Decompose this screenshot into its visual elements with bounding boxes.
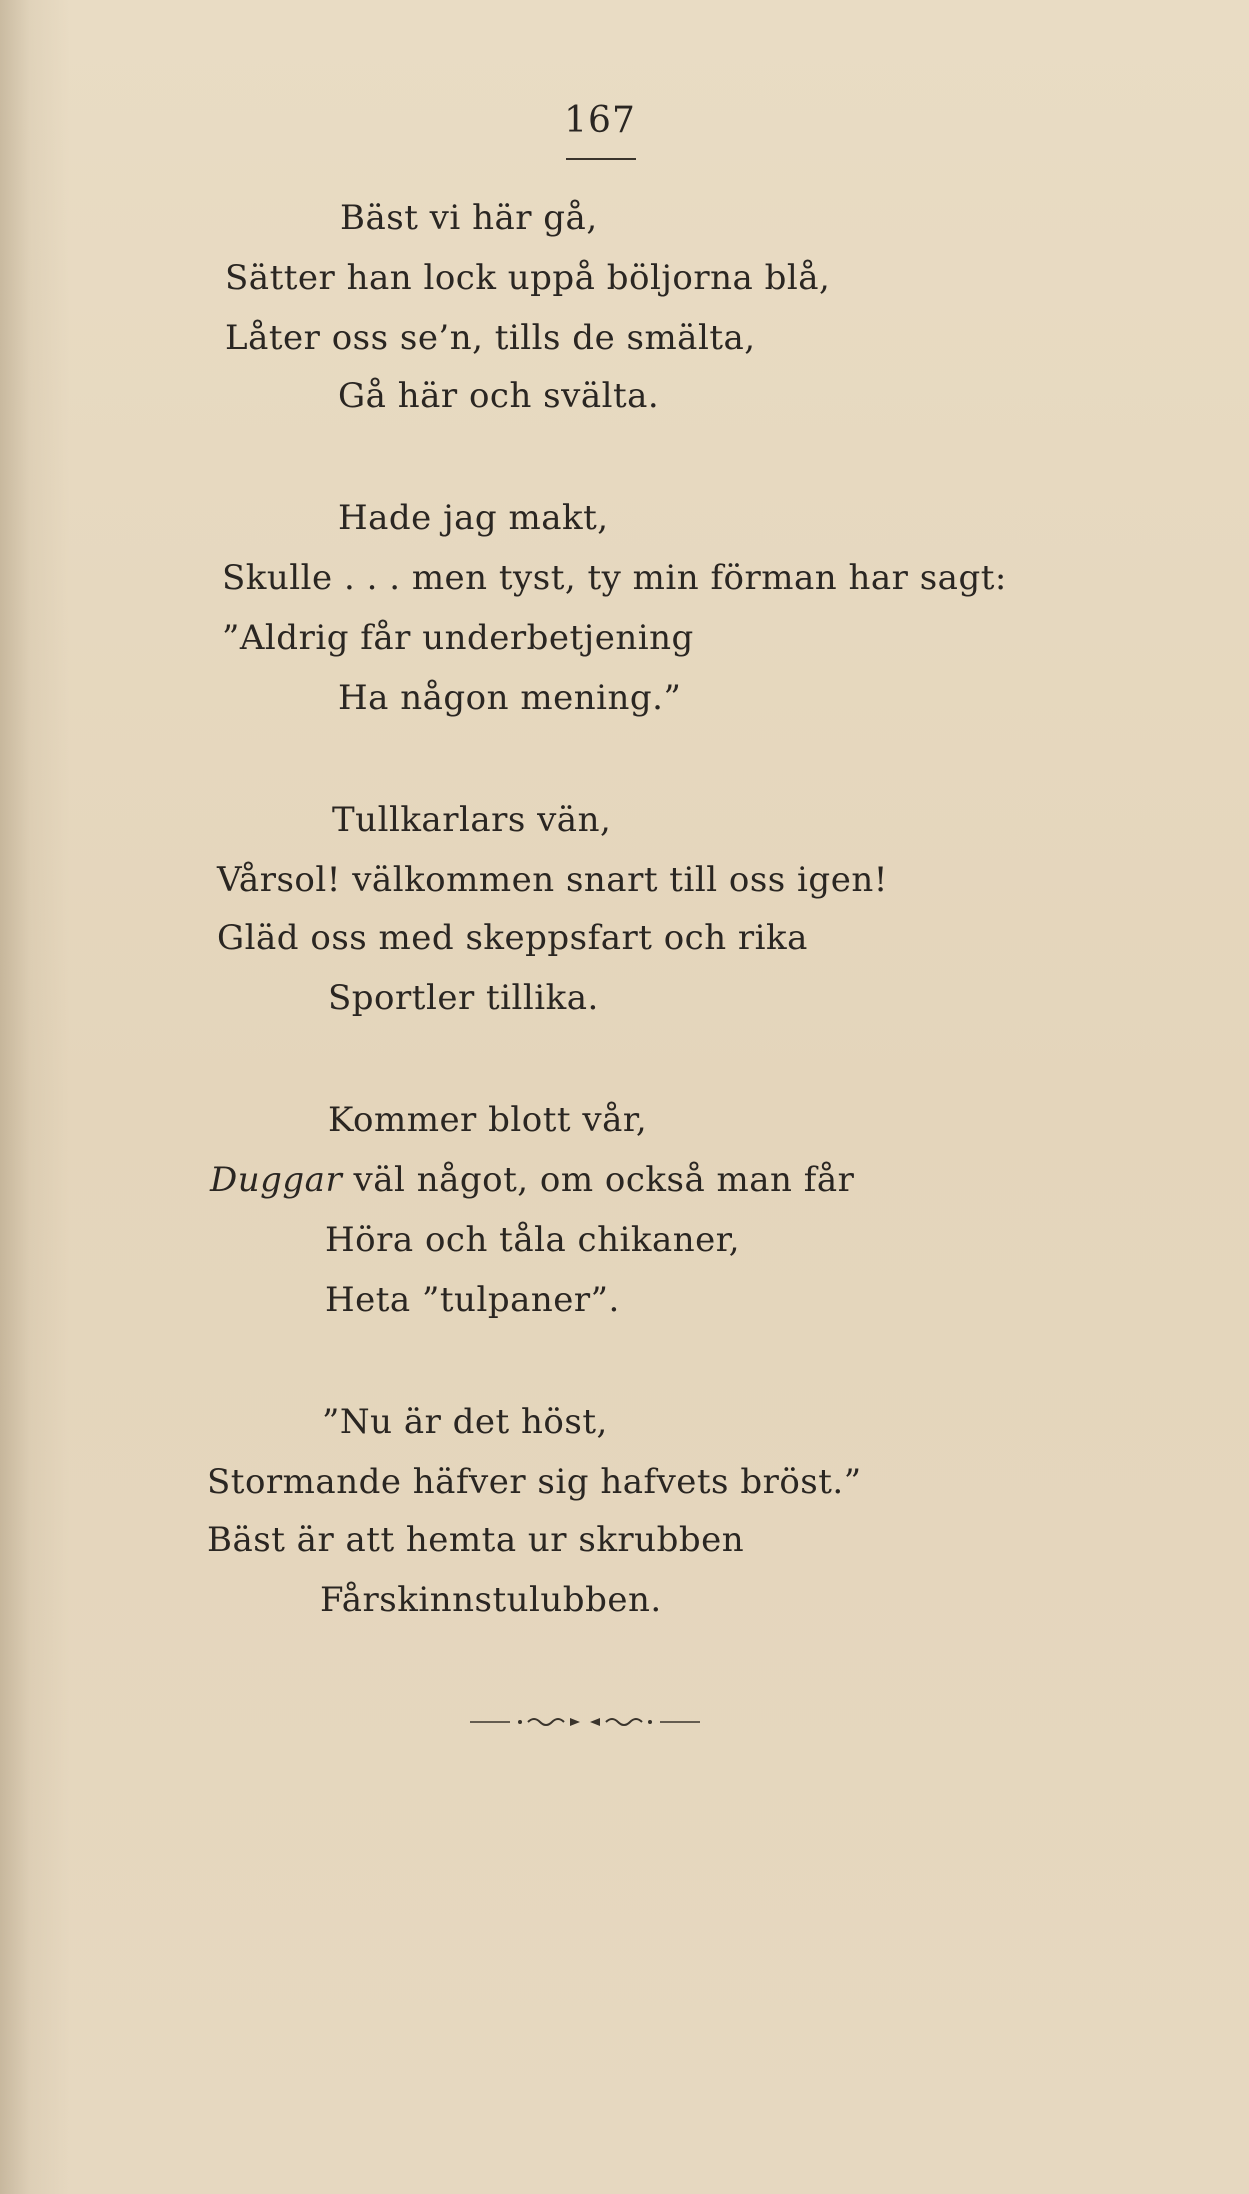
poem-line-rest: väl något, om också man får — [353, 1160, 855, 1200]
poem-line: Höra och tåla chikaner, — [325, 1220, 741, 1260]
closing-ornament — [470, 1715, 700, 1729]
poem-line: ”Nu är det höst, — [322, 1402, 608, 1442]
poem-line: Heta ”tulpaner”. — [325, 1280, 620, 1320]
poem-line: Fårskinnstulubben. — [320, 1580, 662, 1620]
poem-line: Hade jag makt, — [338, 498, 609, 538]
poem-line: Tullkarlars vän, — [332, 800, 612, 840]
poem-line: ”Aldrig får underbetjening — [222, 618, 694, 658]
poem-line-with-italic — [210, 1160, 854, 1200]
poem-line: Skulle . . . men tyst, ty min förman har sagt: — [222, 558, 1007, 598]
poem-line: Sätter han lock uppå böljorna blå, — [225, 258, 831, 298]
poem-line: Bäst vi här gå, — [340, 198, 598, 238]
page-number-rule — [566, 158, 636, 160]
poem-line: Bäst är att hemta ur skrubben — [207, 1520, 745, 1560]
poem-line: Kommer blott vår, — [328, 1100, 648, 1140]
poem-line: Stormande häfver sig hafvets bröst.” — [207, 1462, 862, 1502]
poem-line: Sportler tillika. — [328, 978, 599, 1018]
poem-line: Gläd oss med skeppsfart och rika — [217, 918, 808, 958]
page-number: 167 — [564, 100, 636, 141]
poem-line: Gå här och svälta. — [338, 376, 660, 416]
poem-line: Vårsol! välkommen snart till oss igen! — [217, 860, 888, 900]
italic-word: Duggar — [210, 1160, 343, 1200]
poem-line: Låter oss se’n, tills de smälta, — [225, 318, 756, 358]
poem-line: Ha någon mening.” — [338, 678, 682, 718]
